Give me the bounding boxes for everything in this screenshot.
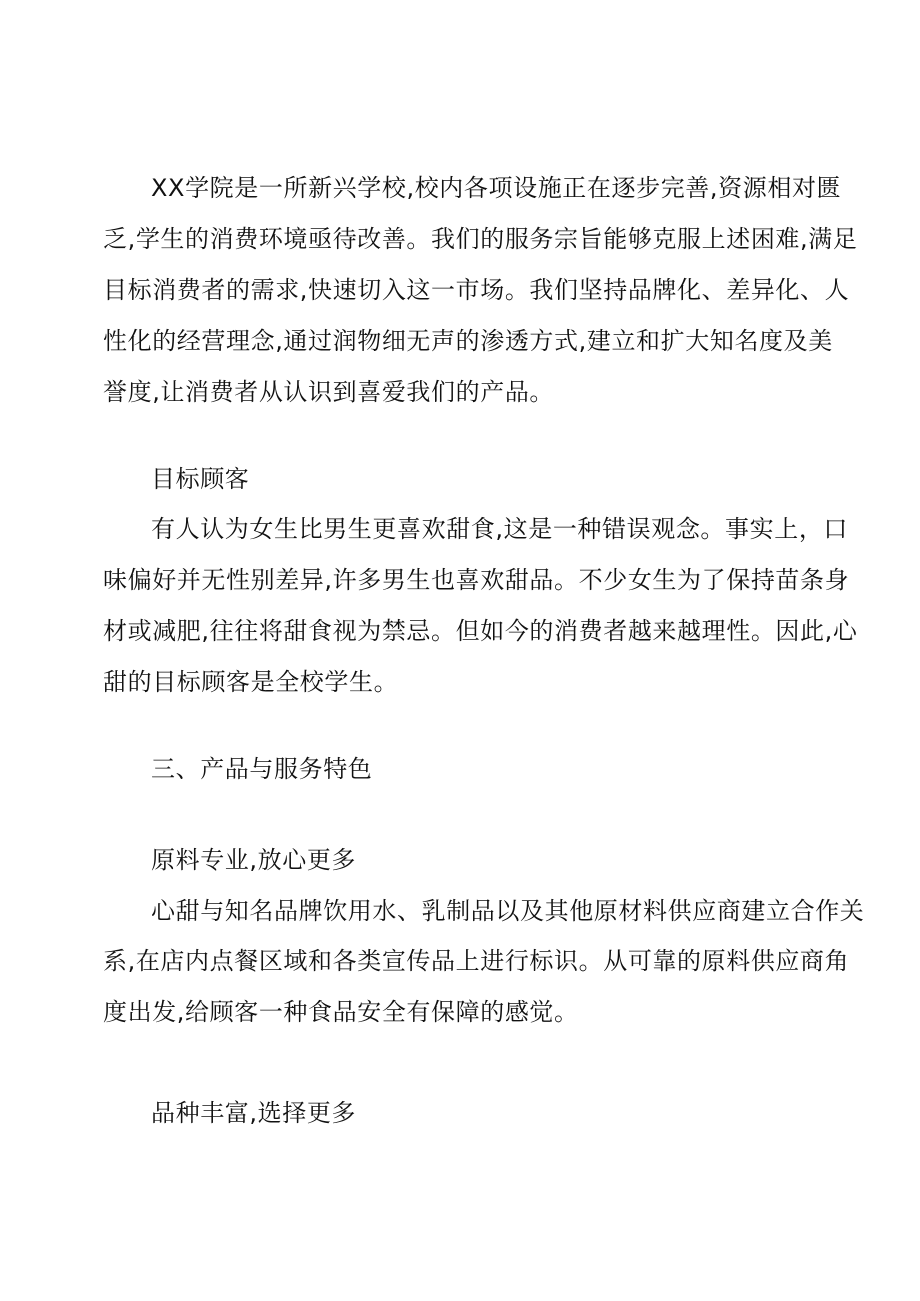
- intro-line-2: 乏,学生的消费环境亟待改善。我们的服务宗旨能够克服上述困难,满足: [103, 225, 858, 253]
- intro-line-3: 目标消费者的需求,快速切入这一市场。我们坚持品牌化、差异化、人: [103, 276, 850, 304]
- variety-heading: 品种丰富,选择更多: [151, 1099, 357, 1127]
- raw-materials-heading: 原料专业,放心更多: [151, 846, 357, 874]
- target-line-4: 甜的目标顾客是全校学生。: [103, 668, 399, 696]
- raw-line-2: 系,在店内点餐区域和各类宣传品上进行标识。从可靠的原料供应商角: [103, 947, 850, 975]
- target-customers-heading: 目标顾客: [151, 465, 250, 493]
- raw-line-1: 心甜与知名品牌饮用水、乳制品以及其他原材料供应商建立合作关: [151, 897, 865, 925]
- raw-line-3: 度出发,给顾客一种食品安全有保障的感觉。: [103, 998, 579, 1026]
- intro-line-1: XX学院是一所新兴学校,校内各项设施正在逐步完善,资源相对匮: [151, 174, 842, 202]
- target-line-2: 味偏好并无性别差异,许多男生也喜欢甜品。不少女生为了保持苗条身: [103, 566, 850, 594]
- target-line-3: 材或减肥,往往将甜食视为禁忌。但如今的消费者越来越理性。因此,心: [103, 617, 858, 645]
- section-three-heading: 三、产品与服务特色: [151, 755, 373, 783]
- target-line-1: 有人认为女生比男生更喜欢甜食,这是一种错误观念。事实上，口: [151, 515, 849, 543]
- intro-line-4: 性化的经营理念,通过润物细无声的渗透方式,建立和扩大知名度及美: [103, 327, 833, 355]
- intro-line-5: 誉度,让消费者从认识到喜爱我们的产品。: [103, 378, 555, 406]
